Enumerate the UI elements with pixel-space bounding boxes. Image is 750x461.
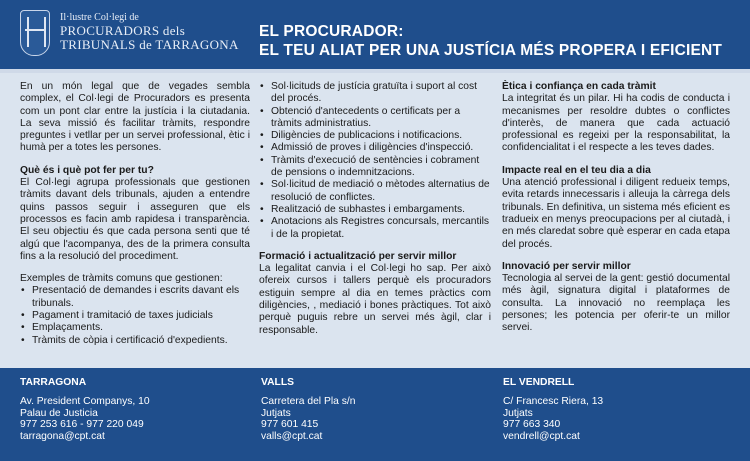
- office-tarragona: [20, 377, 150, 443]
- office-address: Av. President Companys, 10: [20, 395, 150, 407]
- section-body-what-is: El Col·legi agrupa professionals que gestionen tràmits davant dels tribunals, ajuden a entendre quins passos seguir i asseguren que els processos es facin amb rapidesa i transparència. El seu objectiu és que cada persona senti que té algú que l'acompanya, des de la primera consulta fins a la resolució del procediment.: [20, 177, 250, 262]
- office-email: vendrell@cpt.cat: [503, 431, 580, 443]
- office-building: Jutjats: [503, 407, 533, 419]
- coat-of-arms-icon: [20, 10, 50, 56]
- examples-list: [20, 285, 250, 346]
- college-logo: [20, 10, 250, 60]
- logo-line-1: Il·lustre Col·legi de: [60, 12, 139, 23]
- headline-line-2: EL TEU ALIAT PER UNA JUSTÍCIA MÉS PROPERA I EFICIENT: [259, 42, 723, 59]
- list-item: • Tràmits d'execució de sentències i cobrament de pensions o indemnitzacions.: [259, 155, 491, 180]
- list-item: • Emplaçaments.: [20, 322, 250, 334]
- office-city: EL VENDRELL: [503, 377, 575, 388]
- office-building: Palau de Justicia: [20, 407, 98, 419]
- office-phone: 977 663 340: [503, 419, 561, 431]
- list-item: • Pagament i tramitació de taxes judicials: [20, 310, 250, 322]
- office-email: valls@cpt.cat: [261, 431, 323, 443]
- office-phone: 977 253 616 - 977 220 049: [20, 419, 144, 431]
- list-item: • Presentació de demandes i escrits davant els tribunals.: [20, 285, 250, 310]
- office-building: Jutjats: [261, 407, 291, 419]
- content-panel: [0, 73, 750, 368]
- list-item: • Sol·licituds de justícia gratuïta i suport al cost del procés.: [259, 81, 491, 106]
- column-1: [20, 81, 250, 347]
- intro-paragraph: En un món legal que de vegades sembla complex, el Col·legi de Procuradors es presenta com un pont clar entre la justícia i la ciutadania. La seva missió és facilitar tràmits, respondre preguntes i vetllar per un servei professional, ètic i humà per a totes les persones.: [20, 81, 250, 154]
- section-heading-innovation: Innovació per servir millor: [502, 260, 631, 272]
- section-body-innovation: Tecnologia al servei de la gent: gestió documental més àgil, signatura digital i plataformes de consulta. La innovació no reemplaça les persones; les potencia per oferir-te un millor servei.: [502, 273, 730, 334]
- list-item: • Anotacions als Registres concursals, mercantils i de la propietat.: [259, 216, 491, 241]
- logo-text: [60, 12, 239, 52]
- section-heading-ethics: Ètica i confiança en cada tràmit: [502, 81, 656, 92]
- section-heading-impact: Impacte real en el teu dia a dia: [502, 164, 651, 176]
- list-item: • Diligències de publicacions i notificacions.: [259, 130, 491, 142]
- logo-line-3: TRIBUNALS de TARRAGONA: [60, 37, 239, 52]
- contact-footer: [0, 368, 750, 461]
- list-item: • Obtenció d'antecedents o certificats per a tràmits administratius.: [259, 106, 491, 131]
- section-body-training: La legalitat canvia i el Col·legi ho sap. Per això ofereix cursos i tallers perquè els procuradors estiguin sempre al dia en temes pràctics com diligències, , mediació i bones pràctiques. Tot això perquè puguis rebre un servei més àgil, clar i responsable.: [259, 263, 491, 336]
- office-city: VALLS: [261, 377, 294, 388]
- section-body-impact: Una atenció professional i diligent redueix temps, evita retards innecessaris i alleuja la càrrega dels tribunals. En definitiva, un sistema més eficient es tradueix en menys preocupacions per al ciutadà, i en més claredat sobre què esperar en cada etapa del procés.: [502, 177, 730, 250]
- section-heading-training: Formació i actualització per servir millor: [259, 250, 457, 262]
- office-el-vendrell: [503, 377, 603, 443]
- office-valls: [261, 377, 355, 443]
- section-body-ethics: La integritat és un pilar. Hi ha codis de conducta i mecanismes per resoldre dubtes o conflictes d'interès, de manera que cada actuació professional es regeixi per la responsabilitat, la confidencialitat i el respecte a les teves dades.: [502, 93, 730, 154]
- column-2: [259, 81, 491, 337]
- section-heading-what-is: Què és i què pot fer per tu?: [20, 164, 154, 176]
- procedures-list: [259, 81, 491, 241]
- office-email: tarragona@cpt.cat: [20, 431, 105, 443]
- page-title: [259, 22, 722, 60]
- office-address: C/ Francesc Riera, 13: [503, 395, 604, 407]
- headline-line-1: EL PROCURADOR:: [259, 23, 404, 40]
- office-phone: 977 601 415: [261, 419, 319, 431]
- column-3: [502, 81, 730, 335]
- logo-line-2: PROCURADORS dels: [60, 23, 186, 38]
- header-banner: [0, 0, 750, 69]
- list-item: • Realització de subhastes i embargaments.: [259, 204, 491, 216]
- list-item: • Tràmits de còpia i certificació d'expedients.: [20, 335, 250, 347]
- list-item: • Sol·licitud de mediació o mètodes alternatius de resolució de conflictes.: [259, 179, 491, 204]
- office-address: Carretera del Pla s/n: [261, 395, 356, 407]
- examples-intro: Exemples de tràmits comuns que gestionen:: [20, 273, 223, 285]
- office-city: TARRAGONA: [20, 377, 87, 388]
- list-item: • Admissió de proves i diligències d'inspecció.: [259, 142, 491, 154]
